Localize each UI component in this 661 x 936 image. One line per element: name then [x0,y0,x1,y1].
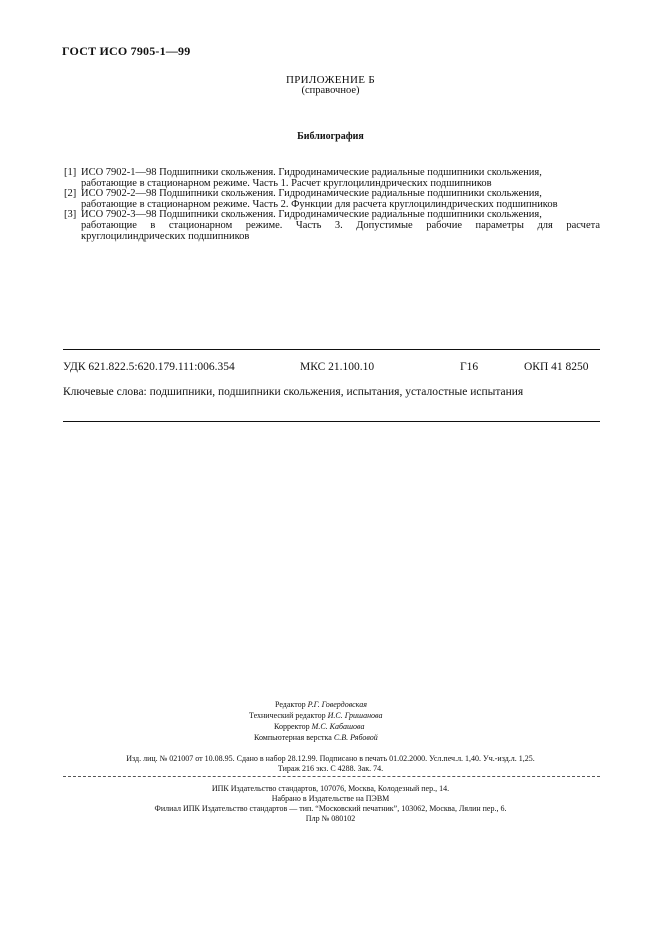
publishing-line2: Тираж 216 экз. С 4288. Зак. 74. [277,764,384,773]
keywords: Ключевые слова: подшипники, подшипники скольжения, испытания, усталостные испытания [63,386,524,398]
ref-text: работающие в стационарном режиме. Часть 3. Допустимые рабочие параметры для расчета [81,219,600,231]
ref-text: ИСО 7902-1—98 Подшипники скольжения. Гидродинамические радиальные подшипники скольжения, [81,167,542,178]
bibliography-item [64,168,600,189]
dashed-divider [63,776,600,777]
bibliography-list [64,168,600,242]
group-code: Г16 [460,361,479,373]
bibliography-title: Библиография [297,131,364,142]
udk-code: УДК 621.822.5:620.179.111:006.354 [63,361,235,373]
credit-editor: Редактор Р.Г. Говердовская [275,700,367,709]
credit-corrector: Корректор М.С. Кабашова [274,722,365,731]
publishing-line3: ИПК Издательство стандартов, 107076, Москва, Колодезный пер., 14. [211,784,450,793]
ref-text: ИСО 7902-3—98 Подшипники скольжения. Гидродинамические радиальные подшипники скольжения, [81,209,542,221]
credit-layout: Компьютерная верстка С.В. Рябовой [254,733,378,742]
appendix-subtitle: (справочное) [301,85,360,96]
divider-bottom [63,421,600,422]
publishing-line4: Набрано в Издательстве на ПЭВМ [271,794,390,803]
credit-tech-editor: Технический редактор И.С. Гришанова [249,711,383,720]
ref-number: [2] [64,188,77,200]
ref-number: [3] [64,209,77,221]
document-code: ГОСТ ИСО 7905-1—99 [62,44,191,58]
okp-code: ОКП 41 8250 [524,361,589,373]
publishing-line6: Плр № 080102 [305,814,356,823]
bibliography-item [64,210,600,242]
bibliography-item [64,189,600,210]
ref-text: ИСО 7902-2—98 Подшипники скольжения. Гидродинамические радиальные подшипники скольжения, [81,188,542,200]
publishing-line1: Изд. лиц. № 021007 от 10.08.95. Сдано в набор 28.12.99. Подписано в печать 01.02.2000. Усл.печ.л. 1,40. Уч.-изд.л. 1,25. [126,754,535,763]
divider-top [63,349,600,350]
publishing-line5: Филиал ИПК Издательство стандартов — тип. “Московский печатник”, 103062, Москва, Лялин пер., 6. [154,804,507,813]
ref-text: работающие в стационарном режиме. Часть 1. Расчет круглоцилиндрических подшипников [81,177,492,189]
ref-text: круглоцилиндрических подшипников [81,230,250,242]
ref-number: [1] [64,167,77,178]
mks-code: МКС 21.100.10 [300,361,375,373]
appendix-title: ПРИЛОЖЕНИЕ Б [286,74,375,86]
ref-text: работающие в стационарном режиме. Часть 2. Функции для расчета круглоцилиндрических подшипников [81,198,558,210]
